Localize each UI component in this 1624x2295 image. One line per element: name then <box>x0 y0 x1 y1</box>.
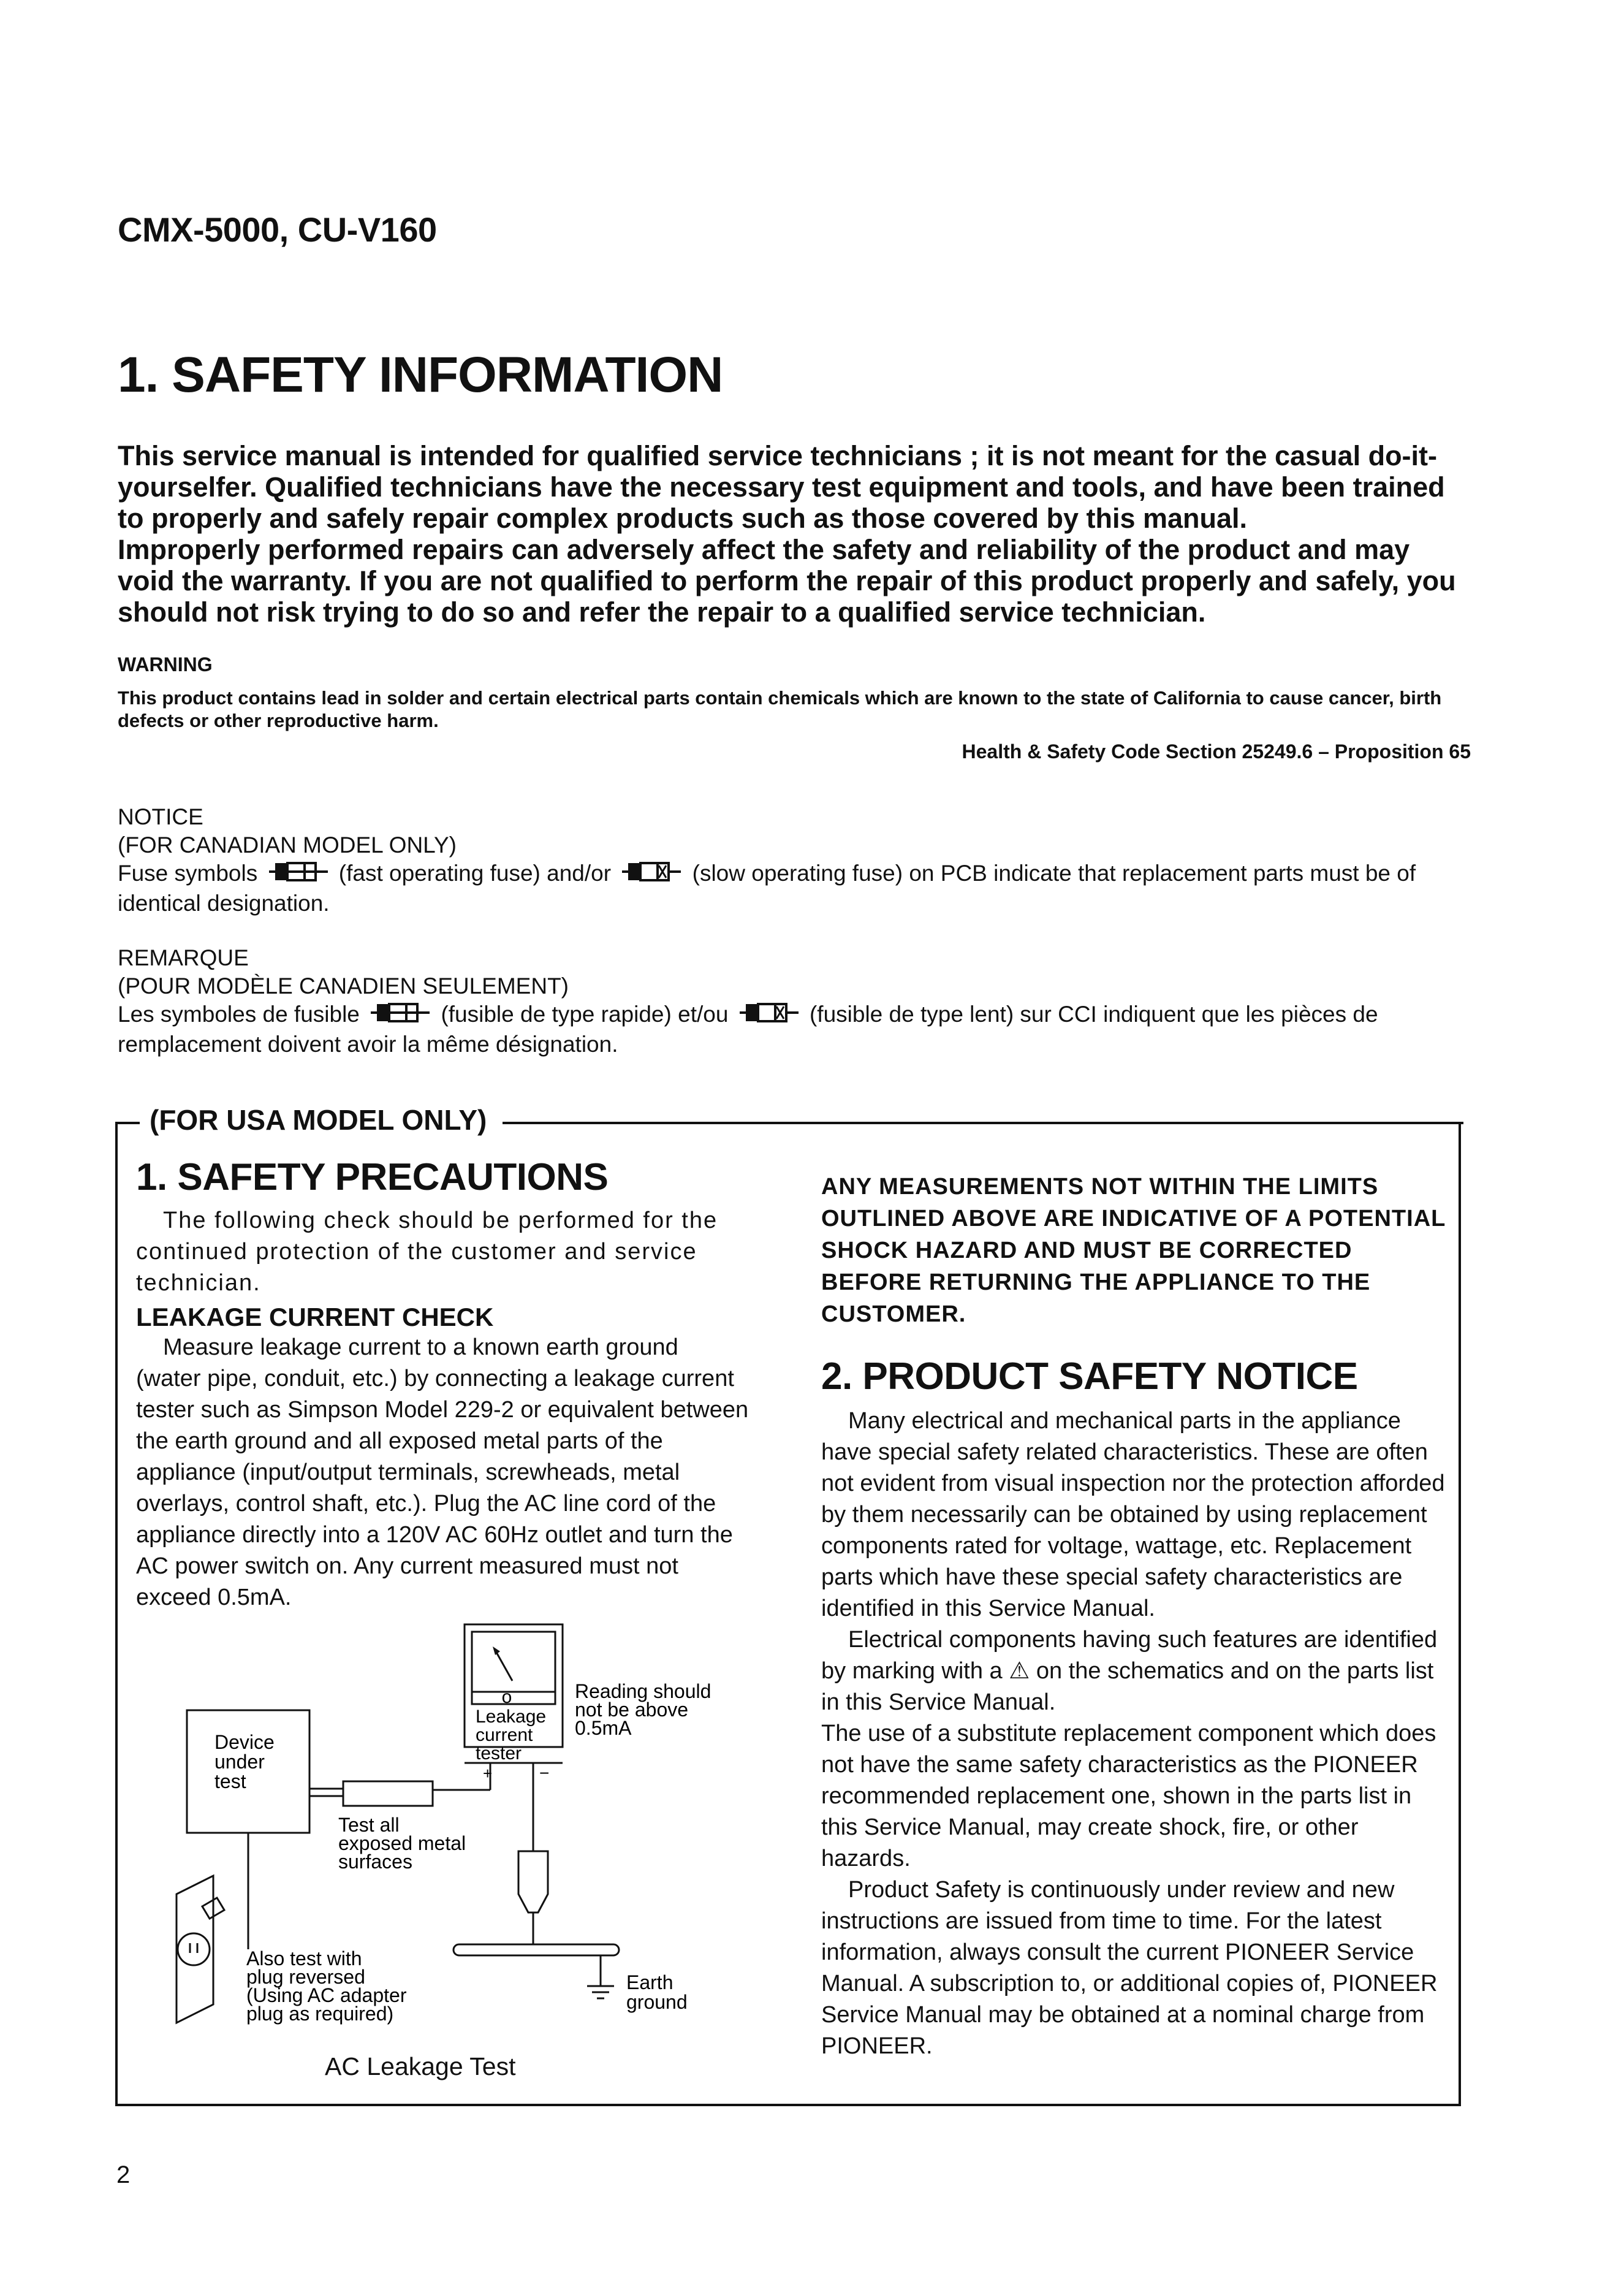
meter-zero-label: o <box>501 1687 512 1707</box>
tester-label-3: tester <box>476 1743 522 1764</box>
remarque-scope: (POUR MODÈLE CANADIEN SEULEMENT) <box>118 973 569 999</box>
diagram-caption: AC Leakage Test <box>325 2052 516 2080</box>
reading-label-1: Reading should <box>575 1680 711 1702</box>
notice-text-part-1: Fuse symbols <box>118 861 258 886</box>
water-pipe-icon <box>453 1944 619 1955</box>
also-test-label-1: Also test with <box>246 1947 362 1970</box>
tester-label-1: Leakage <box>476 1707 547 1727</box>
safety-precautions-heading: 1. SAFETY PRECAUTIONS <box>136 1156 609 1198</box>
test-all-label-2: exposed metal <box>338 1832 466 1854</box>
device-label-3: test <box>214 1770 246 1792</box>
wall-outlet-icon <box>176 1876 224 2023</box>
notice-block <box>118 803 1478 918</box>
minus-terminal-label: − <box>539 1764 550 1783</box>
frame-top-left-rule <box>115 1122 140 1124</box>
plus-terminal-label: + <box>483 1764 493 1783</box>
page-title: 1. SAFETY INFORMATION <box>118 347 723 403</box>
product-safety-paragraph-4: Product Safety is continuously under review and new instructions are issued from time to time. For the latest information, always consult the current PIONEER Service Manual. A subscription to, or additional copies of, PIONEER Service Manual may be obtained at a nominal charge from PIONEER. <box>821 1877 1438 2059</box>
warning-reference: Health & Safety Code Section 25249.6 – Proposition 65 <box>962 740 1471 763</box>
safety-precautions-column <box>136 1155 749 1613</box>
warning-text: This product contains lead in solder and certain electrical parts contain chemicals which are known to the state of California to cause cancer, birth defects or other reproductive harm. <box>118 687 1442 731</box>
frame-top-right-rule <box>503 1122 1463 1124</box>
remarque-block <box>118 944 1478 1059</box>
product-safety-paragraph-3: The use of a substitute replacement component which does not have the same safety characteristics as the PIONEER recommended replacement one, shown in the parts list in this Service Manual, may create shock, fire, or other hazards. <box>821 1721 1436 1871</box>
product-safety-paragraph-2: Electrical components having such features are identified by marking with a ⚠ on the schematics and on the parts list in this Service Manual. <box>821 1627 1438 1715</box>
model-number: CMX-5000, CU-V160 <box>118 210 437 249</box>
remarque-text-part-1: Les symboles de fusible <box>118 1002 360 1027</box>
earth-label-2: ground <box>626 1991 688 2013</box>
also-test-label-2: plug reversed <box>246 1966 365 1988</box>
leakage-check-text: Measure leakage current to a known earth ground (water pipe, conduit, etc.) by connecting a leakage current tester such as Simpson Model 229-2 or equivalent between the earth ground and all exposed metal parts of the appliance (input/output terminals, screwheads, metal overlays, control shaft, etc.). Plug the AC line cord of the appliance directly into a 120V AC 60Hz outlet and turn the AC power switch on. Any current measured must not exceed 0.5mA. <box>136 1334 749 1610</box>
usa-model-label: (FOR USA MODEL ONLY) <box>143 1103 493 1136</box>
slow-fuse-icon <box>622 861 681 889</box>
remarque-text-part-2: (fusible de type rapide) et/ou <box>441 1002 729 1027</box>
also-test-label-3: (Using AC adapter <box>246 1984 407 2006</box>
remarque-text <box>118 1000 1478 1059</box>
notice-scope: (FOR CANADIAN MODEL ONLY) <box>118 832 457 858</box>
warning-heading: WARNING <box>118 653 213 676</box>
notice-text-part-2: (fast operating fuse) and/or <box>338 861 612 886</box>
earth-label-1: Earth <box>626 1971 674 1993</box>
ac-leakage-test-diagram <box>165 1606 754 2047</box>
device-label-1: Device <box>214 1731 275 1753</box>
reading-label-3: 0.5mA <box>575 1717 632 1739</box>
leakage-check-heading: LEAKAGE CURRENT CHECK <box>136 1303 494 1331</box>
product-safety-column <box>821 1171 1454 2062</box>
notice-heading: NOTICE <box>118 804 203 829</box>
measurements-warning: ANY MEASUREMENTS NOT WITHIN THE LIMITS OUTLINED ABOVE ARE INDICATIVE OF A POTENTIAL SHOCK HAZARD AND MUST BE CORRECTED BEFORE RETURNING THE APPLIANCE TO THE CUSTOMER. <box>821 1174 1446 1327</box>
test-all-label-1: Test all <box>338 1814 400 1836</box>
remarque-heading: REMARQUE <box>118 945 249 970</box>
page-number: 2 <box>116 2161 131 2188</box>
product-safety-paragraph-1: Many electrical and mechanical parts in the appliance have special safety related characteristics. These are often not evident from visual inspection nor the protection afforded by them necessarily can be obtained by using replacement components rated for voltage, wattage, etc. Replacement parts which have these special safety characteristics are identified in this Service Manual. <box>821 1408 1445 1621</box>
test-all-label-3: surfaces <box>338 1851 412 1873</box>
precautions-intro: The following check should be performed for the continued protection of the customer and service technician. <box>136 1208 718 1296</box>
also-test-label-4: plug as required) <box>246 2003 394 2025</box>
product-safety-heading: 2. PRODUCT SAFETY NOTICE <box>821 1355 1358 1398</box>
intro-text <box>118 440 1472 628</box>
probe-icon <box>518 1851 548 1944</box>
remarque-text-part-3: (fusible de type lent) sur CCI indiquent que les pièces de remplacement doivent avoir la même désignation. <box>118 1002 1378 1057</box>
fast-fuse-icon <box>371 1002 430 1030</box>
slow-fuse-icon <box>740 1002 799 1030</box>
reading-label-2: not be above <box>575 1699 689 1721</box>
tester-label-2: current <box>476 1725 533 1745</box>
intro-paragraph-2: Improperly performed repairs can adversely affect the safety and reliability of the product and may void the warranty. If you are not qualified to perform the repair of this product properly and safely, you should not risk trying to do so and refer the repair to a qualified service technician. <box>118 534 1456 628</box>
notice-text <box>118 859 1478 918</box>
device-label-2: under <box>214 1751 265 1773</box>
notice-text-part-3: (slow operating fuse) on PCB indicate that replacement parts must be of identical designation. <box>118 861 1416 916</box>
fast-fuse-icon <box>269 861 328 889</box>
earth-ground-icon <box>587 1955 614 1998</box>
intro-paragraph-1: This service manual is intended for qualified service technicians ; it is not meant for the casual do-it-yourselfer. Qualified technicians have the necessary test equipment and tools, and have been trained to properly and safely repair complex products such as those covered by this manual. <box>118 440 1445 534</box>
